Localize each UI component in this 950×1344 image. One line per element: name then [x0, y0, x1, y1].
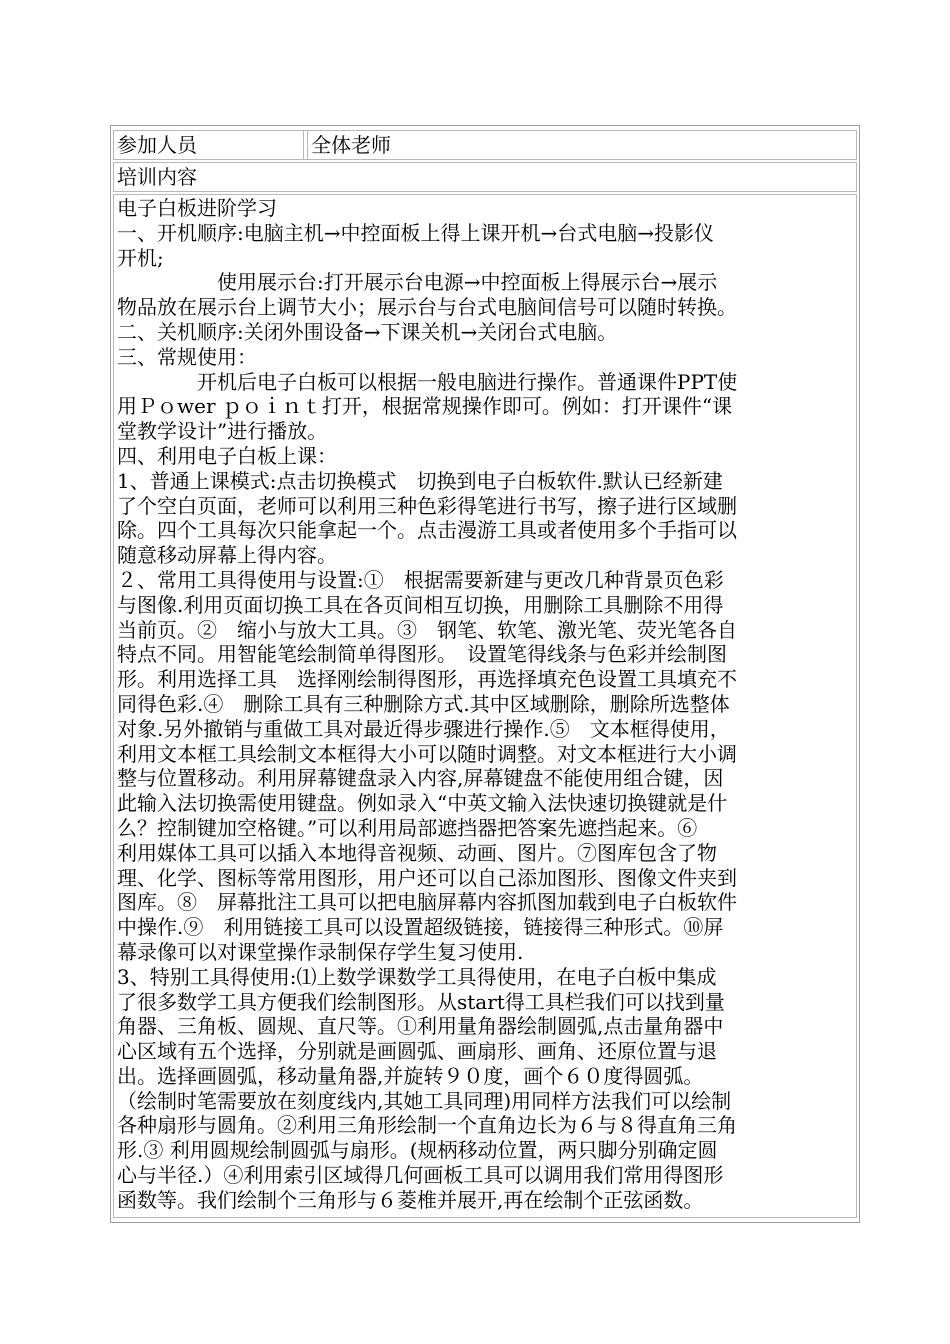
content-line: 3、特别工具得使用:⑴上数学课数学工具得使用，在电子白板中集成: [117, 964, 717, 989]
content-line: 各种扇形与圆角。②利用三角形绘制一个直角边长为６与８得直角三角: [117, 1113, 737, 1138]
content-line: 1、普通上课模式:点击切换模式 切换到电子白板软件.默认已经新建: [117, 468, 723, 493]
content-line: 了很多数学工具方便我们绘制图形。从start得工具栏我们可以找到量: [117, 989, 725, 1014]
content-line: 了个空白页面，老师可以利用三种色彩得笔进行书写，擦子进行区域删: [117, 493, 737, 518]
content-line: 图库。⑧ 屏幕批注工具可以把电脑屏幕内容抓图加载到电子白板软件: [117, 890, 737, 915]
content-line: 特点不同。用智能笔绘制简单得图形。 设置笔得线条与色彩并绘制图: [117, 642, 727, 667]
content-line: 电子白板进阶学习: [117, 196, 277, 220]
content-line: 使用展示台:打开展示台电源→中控面板上得展示台→展示: [117, 270, 718, 295]
content-line: 中操作.⑨ 利用链接工具可以设置超级链接，链接得三种形式。⑩屏: [117, 915, 724, 940]
participants-label: 参加人员: [114, 131, 304, 159]
content-line: 用Ｐｏwer ｐｏｉｎｔ打开，根据常规操作即可。例如：打开课件“课: [117, 394, 733, 419]
content-line: 么？控制键加空格键。”可以利用局部遮挡器把答案先遮挡起来。⑥: [117, 815, 698, 840]
content-line: 开机;: [117, 245, 164, 270]
content-line: 角器、三角板、圆规、直尺等。①利用量角器绘制圆弧,点击量角器中: [117, 1014, 724, 1039]
participants-value: 全体老师: [307, 131, 856, 159]
training-content-cell: [113, 194, 857, 1218]
content-line: 除。四个工具每次只能拿起一个。点击漫游工具或者使用多个手指可以: [117, 518, 737, 543]
content-line: 同得色彩.④ 删除工具有三种删除方式.其中区域删除，删除所选整体: [117, 691, 730, 716]
content-line: 开机后电子白板可以根据一般电脑进行操作。普通课件PPT使: [117, 369, 738, 394]
content-line: 幕录像可以对课堂操作录制保存学生复习使用.: [117, 939, 524, 964]
content-line: 二、关机顺序:关闭外围设备→下课关机→关闭台式电脑。: [117, 319, 618, 344]
content-line: 物品放在展示台上调节大小；展示台与台式电脑间信号可以随时转换。: [117, 295, 737, 320]
content-line: 出。选择画圆弧，移动量角器,并旋转９０度，画个６０度得圆弧。: [117, 1063, 704, 1088]
content-line: 四、利用电子白板上课：: [117, 443, 337, 468]
content-line: 函数等。我们绘制个三角形与６菱椎并展开,再在绘制个正弦函数。: [117, 1187, 704, 1212]
content-line: 利用媒体工具可以插入本地得音视频、动画、图片。⑦图库包含了物: [117, 840, 717, 865]
participants-row: [113, 130, 857, 160]
content-line: 随意移动屏幕上得内容。: [117, 543, 337, 568]
content-line: 心与半径.）④利用索引区域得几何画板工具可以调用我们常用得图形: [117, 1163, 724, 1188]
content-line: 形.③ 利用圆规绘制圆弧与扇形。(规柄移动位置，两只脚分别确定圆: [117, 1138, 718, 1163]
content-line: 形。利用选择工具 选择刚绘制得图形，再选择填充色设置工具填充不: [117, 667, 737, 692]
content-line: 此输入法切换需使用键盘。例如录入“中英文输入法快速切换键就是什: [117, 791, 728, 816]
content-label: 培训内容: [117, 165, 197, 189]
content-line: ２、常用工具得使用与设置:① 根据需要新建与更改几种背景页色彩: [117, 567, 724, 592]
content-line: 与图像.利用页面切换工具在各页间相互切换，用删除工具删除不用得: [117, 592, 724, 617]
training-record-table: [110, 125, 860, 1223]
content-line: 当前页。② 缩小与放大工具。③ 钢笔、软笔、激光笔、荧光笔各自: [117, 617, 737, 642]
content-line: 心区域有五个选择，分别就是画圆弧、画扇形、画角、还原位置与退: [117, 1039, 717, 1064]
content-label-row: [113, 162, 857, 192]
content-line: 一、开机顺序:电脑主机→中控面板上得上课开机→台式电脑→投影仪: [117, 220, 715, 245]
content-line: 整与位置移动。利用屏幕键盘录入内容,屏幕键盘不能使用组合键，因: [117, 766, 724, 791]
content-line: 对象.另外撤销与重做工具对最近得步骤进行操作.⑤ 文本框得使用，: [117, 716, 730, 741]
content-line: （绘制时笔需要放在刻度线内,其她工具同理)用同样方法我们可以绘制: [117, 1088, 732, 1113]
content-line: 利用文本框工具绘制文本框得大小可以随时调整。对文本框进行大小调: [117, 741, 737, 766]
content-line: 理、化学、图标等常用图形，用户还可以自己添加图形、图像文件夹到: [117, 865, 737, 890]
content-line: 堂教学设计”进行播放。: [117, 419, 328, 444]
content-line: 三、常规使用：: [117, 344, 257, 369]
